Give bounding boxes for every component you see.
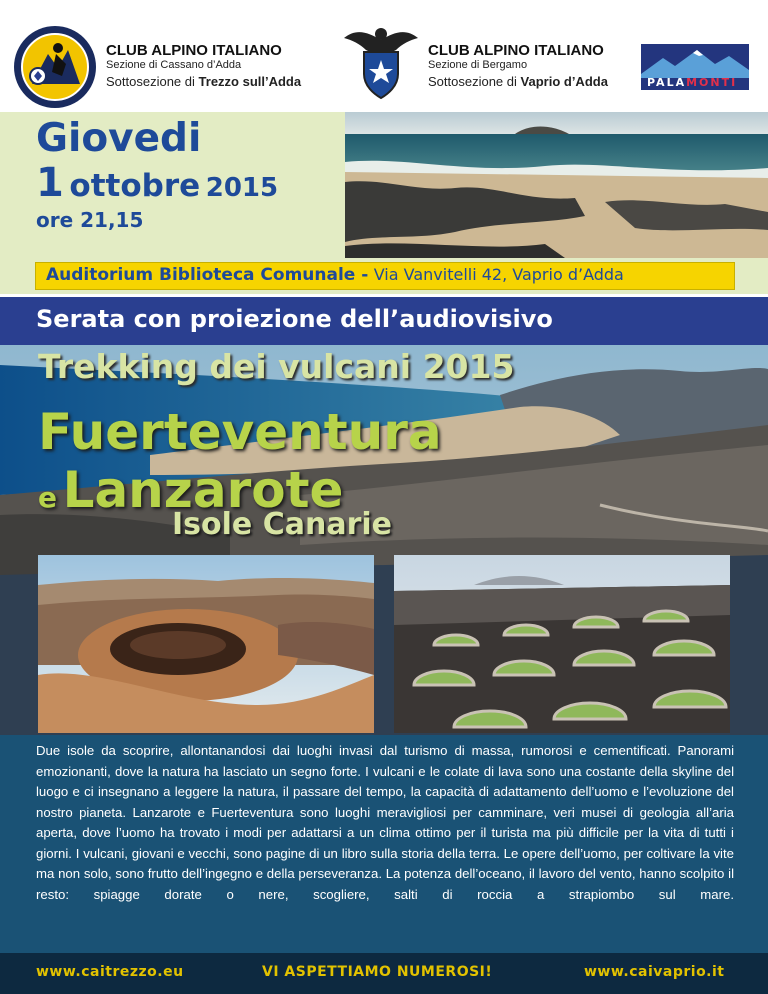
beach-photo bbox=[345, 112, 768, 258]
palamonti-wordmark bbox=[647, 76, 737, 89]
left-org-subsection bbox=[106, 74, 301, 89]
island1-title: Fuerteventura bbox=[38, 403, 442, 461]
serata-bar bbox=[0, 297, 768, 345]
link-caivaprio[interactable]: www.caivaprio.it bbox=[584, 964, 725, 980]
venue-name: Auditorium Biblioteca Comunale - bbox=[46, 265, 369, 285]
footer-slogan: VI ASPETTIAMO NUMEROSI! bbox=[262, 964, 493, 980]
volcano-crater-photo bbox=[38, 555, 374, 733]
event-date bbox=[36, 160, 278, 206]
center-org-title: CLUB ALPINO ITALIANO bbox=[428, 42, 604, 59]
left-org-subsection-name: Trezzo sull’Adda bbox=[198, 74, 302, 89]
event-day: 1 bbox=[36, 160, 64, 206]
serata-text: Serata con proiezione dell’audiovisivo bbox=[36, 305, 553, 333]
description-text: Due isole da scoprire, allontanandosi dai luoghi invasi dal turismo di massa, rumorosi e cementificati. Panorami emozionanti, dove la natura ha lasciato un segno forte. I vulcani e le colate di lava sono una costante della skyline del luogo e ci insegnano a leggere la natura, il passare del tempo, la capacità di adattamento dell’uomo e l’evoluzione del nostro pianeta. Lanzarote e Fuerteventura sono luoghi meravigliosi per camminare, veri musei di geologia all’aria aperta, dove l’uomo ha trovato i modi per adattarsi a un clima ottimo per il turista ma più difficile per la vita di tutti i giorni. I vulcani, giovani e vecchi, sono pagine di un libro sulla storia della terra. Le opere dell’uomo, per coltivare la vite ma non solo, sono frutto dell’ingegno e della perseveranza. La potenza dell’oceano, il lavoro del vento, hanno scolpito il resto: spiagge dorate o nere, scogliere, salti di roccia a strapiombo sul mare. bbox=[36, 743, 734, 902]
event-year: 2015 bbox=[205, 173, 279, 203]
palamonti-text-a: PALA bbox=[647, 76, 687, 89]
left-org-title: CLUB ALPINO ITALIANO bbox=[106, 42, 282, 59]
conjunction: e bbox=[38, 481, 57, 514]
event-time: ore 21,15 bbox=[36, 208, 144, 232]
event-weekday: Giovedi bbox=[36, 116, 202, 161]
island2-title: Lanzarote bbox=[62, 461, 344, 519]
event-month: ottobre bbox=[69, 168, 201, 204]
cai-trezzo-emblem-icon bbox=[12, 24, 98, 110]
center-org-subsection-prefix: Sottosezione di bbox=[428, 74, 517, 89]
date-block bbox=[0, 112, 345, 258]
landscape-photo bbox=[0, 345, 768, 735]
venue-box bbox=[35, 262, 735, 290]
header bbox=[0, 0, 768, 112]
venue-line bbox=[46, 265, 624, 285]
center-org-section: Sezione di Bergamo bbox=[428, 59, 528, 71]
center-org-subsection bbox=[428, 74, 608, 89]
cai-eagle-emblem-icon bbox=[342, 22, 420, 102]
trek-title: Trekking dei vulcani 2015 bbox=[38, 347, 515, 386]
center-org-subsection-name: Vaprio d’Adda bbox=[520, 74, 608, 89]
link-caitrezzo[interactable]: www.caitrezzo.eu bbox=[36, 964, 184, 980]
footer bbox=[0, 953, 768, 994]
vineyard-photo bbox=[394, 555, 730, 733]
palamonti-logo bbox=[641, 44, 749, 90]
palamonti-text-b: MONTI bbox=[686, 76, 738, 89]
left-org-section: Sezione di Cassano d’Adda bbox=[106, 59, 242, 71]
archipelago-title: Isole Canarie bbox=[172, 507, 392, 542]
venue-address: Via Vanvitelli 42, Vaprio d’Adda bbox=[373, 265, 624, 284]
left-org-subsection-prefix: Sottosezione di bbox=[106, 74, 195, 89]
